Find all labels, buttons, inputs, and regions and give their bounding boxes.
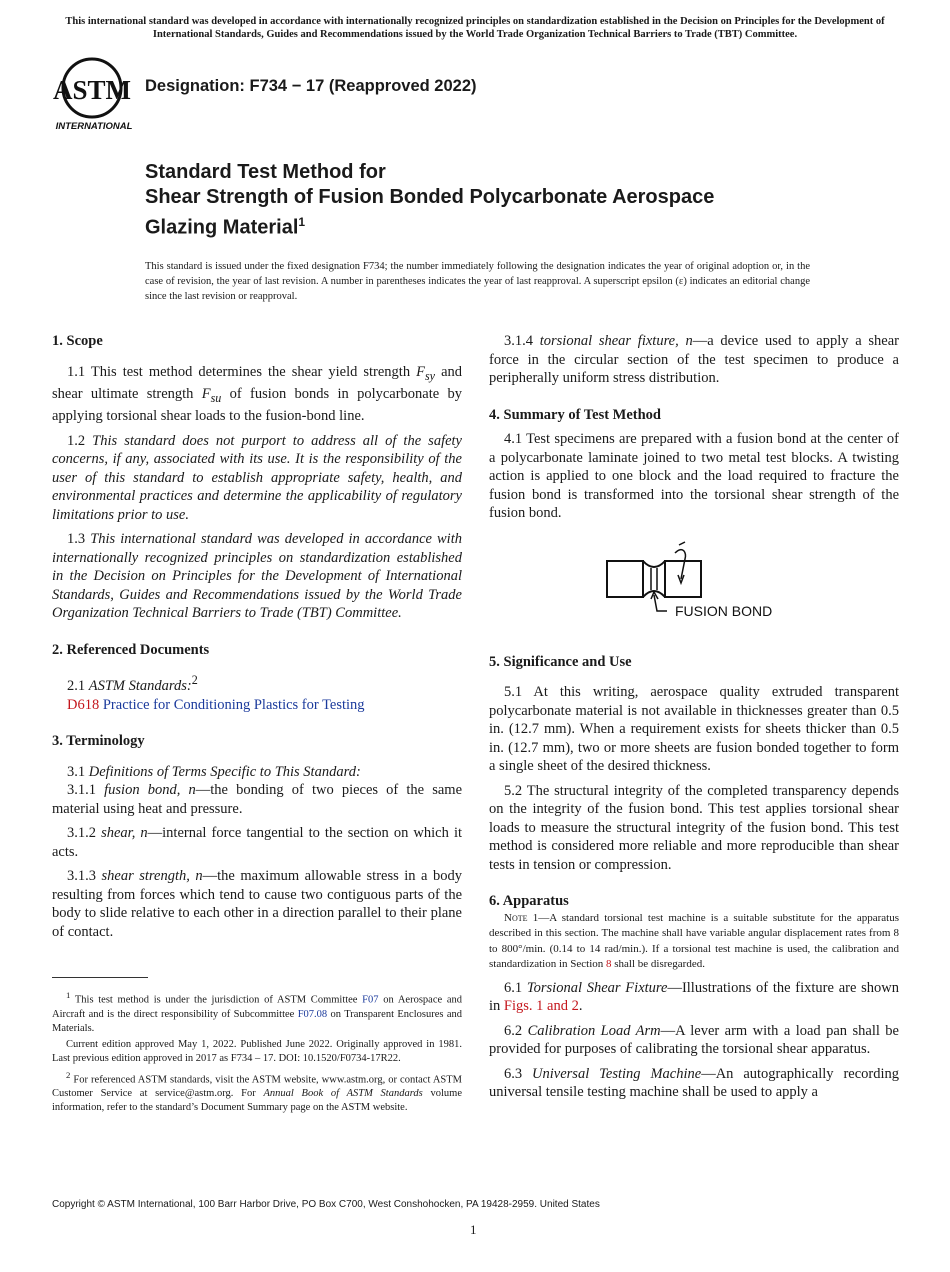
right-column: [489, 332, 899, 1102]
apparatus-note-1: Note 1—A standard torsional test machine is a suitable substitute for the apparatus described in this section. The machine shall have variable angular displacement rates from 8 to 800°/min. (0.14 to 14 rad/min.). If a torsional test machine is used, the calibration and standardization in Section 8 shall be disregarded.: [489, 911, 899, 970]
top-notice: This international standard was developed in accordance with internationally recognized principles on standardization established in the Decision on Principles for the Development of International Standards, Guides and Recommendations issued by the World Trade Organization Technical Barriers to Trade (TBT) Committee.: [65, 16, 885, 40]
astm-logo: [52, 56, 136, 132]
figs-link[interactable]: Figs. 1 and 2: [503, 998, 579, 1014]
fusion-bond-figure: [605, 539, 795, 619]
footnotes: [52, 988, 462, 1117]
figure-label-fusion-bond: FUSION BOND: [675, 602, 773, 619]
referenced-2-1: 2.1 ASTM Standards:$^2$: [67, 673, 198, 695]
subcommittee-f0708-link[interactable]: F07.08: [297, 1008, 328, 1020]
scope-1-2: 1.2 This standard does not purport to address all of the safety concerns, if any, associated with its use. It is the responsibility of the user of this standard to establish appropriate safety, health, and environmental practices and determine the applicability of regulatory limitations prior to use.: [52, 432, 462, 523]
section-scope-heading: 1. Scope: [52, 333, 103, 349]
issued-note: This standard is issued under the fixed designation F734; the number immediately following the designation indicates the year of original adoption or, in the case of revision, the year of last revision. A number in parentheses indicates the year of last reapproval. A superscript epsilon (ε) indicates an editorial change since the last revision or reapproval.: [145, 261, 810, 302]
logo-subtext: INTERNATIONAL: [55, 121, 133, 132]
title-footnote-mark: 1: [298, 215, 306, 229]
title-line-1: Standard Test Method for: [145, 161, 386, 183]
apparatus-6-3: 6.3 Universal Testing Machine—An autographically recording universal tensile testing machine shall be used to apply a: [489, 1065, 899, 1100]
designation: Designation: F734 − 17 (Reapproved 2022): [145, 77, 477, 95]
copyright: Copyright © ASTM International, 100 Barr Harbor Drive, PO Box C700, West Conshohocken, PA 19428-2959. United States: [52, 1199, 600, 1210]
apparatus-6-2: 6.2 Calibration Load Arm—A lever arm with a load pan shall be provided for purposes of calibrating the torsional shear apparatus.: [489, 1022, 899, 1057]
section-summary-heading: 4. Summary of Test Method: [489, 406, 661, 423]
summary-4-1: 4.1 Test specimens are prepared with a fusion bond at the center of a polycarbonate laminate joined to two metal test blocks. A twisting action is applied to one block and the load required to fracture the fusion bond is transformed into the torsional shear strength of the fusion bond.: [489, 431, 899, 521]
terminology-3-1-2: 3.1.2 shear, n—internal force tangential to the section on which it acts.: [52, 825, 462, 860]
document-title: [145, 160, 845, 241]
section-8-link[interactable]: 8: [606, 958, 612, 970]
apparatus-6-1: 6.1 Torsional Shear Fixture—Illustrations of the fixture are shown in Figs. 1 and 2.: [489, 979, 900, 1014]
significance-5-1: 5.1 At this writing, aerospace quality extruded transparent polycarbonate material is not available in thicknesses greater than 0.5 in. (12.7 mm). When a requirement exists for sheets thicker than 0.5 in. (12.7 mm), two or more sheets are fusion bonded together to form a single sheet of the desired thickness.: [489, 684, 899, 774]
left-column: [52, 332, 462, 941]
referenced-doc-d618: [52, 696, 462, 715]
footnote-rule: [52, 977, 148, 978]
terminology-3-1-3: 3.1.3 shear strength, n—the maximum allowable stress in a body resulting from forces which tend to cause two contiguous parts of the body to slide relative to each other in a direction parallel to their plane of contact.: [52, 868, 462, 940]
committee-f07-link[interactable]: F07: [362, 994, 379, 1006]
doc-code-link[interactable]: D618: [67, 696, 100, 713]
doc-title-link[interactable]: Practice for Conditioning Plastics for Testing: [102, 696, 365, 713]
scope-1-3: 1.3 This international standard was developed in accordance with internationally recognized principles on standardization established in the Decision on Principles for the Development of International Standards, Guides and Recommendations issued by the World Trade Organization Technical Barriers to Trade (TBT) Committee.: [52, 531, 462, 622]
footnote-1-edition: Current edition approved May 1, 2022. Published June 2022. Originally approved in 1981. Last previous edition approved in 2017 as F734 – 17. DOI: 10.1520/F0734-17R22.: [52, 1038, 462, 1064]
terminology-3-1-4: 3.1.4 torsional shear fixture, n—a device used to apply a shear force in the circular section of the test specimen to produce a peripherally uniform stress distribution.: [489, 333, 899, 386]
title-line-3: Glazing Material: [145, 216, 299, 239]
section-terminology-heading: 3. Terminology: [52, 733, 145, 750]
page-number: 1: [470, 1222, 477, 1237]
footnote-2: $^2$ For referenced ASTM standards, visit the ASTM website, www.astm.org, or contact ASTM Customer Service at service@astm.org. For Annual Book of ASTM Standards volume information, refer to the standard’s Document Summary page on the ASTM website.: [52, 1069, 462, 1113]
title-line-2: Shear Strength of Fusion Bonded Polycarbonate Aerospace: [145, 186, 715, 208]
logo-text: ASTM: [52, 75, 132, 105]
terminology-3-1: 3.1 Definitions of Terms Specific to This Standard:: [67, 763, 361, 780]
section-apparatus-heading: 6. Apparatus: [489, 893, 569, 909]
scope-1-1: 1.1 This test method determines the shear yield strength $F_{sy}$ and shear ultimate strength $F_{su}$ of fusion bonds in polycarbonate by applying torsional shear loads to the fusion-bond line.: [52, 363, 463, 425]
section-significance-heading: 5. Significance and Use: [489, 653, 632, 670]
section-referenced-heading: 2. Referenced Documents: [52, 641, 210, 658]
footnote-1: $^1$ This test method is under the jurisdiction of ASTM Committee F07 on Aerospace and Aircraft and is the direct responsibility of Subcommittee F07.08 on Transparent Enclosures and Materials.: [52, 990, 462, 1034]
significance-5-2: 5.2 The structural integrity of the completed transparency depends on the integrity of the fusion bond. This test applies torsional shear loads to measure the structural integrity of the fusion bond. This test method is considered more reliable and more reproducible than shear tests in tension or compression.: [489, 782, 899, 873]
terminology-3-1-1: 3.1.1 fusion bond, n—the bonding of two pieces of the same material using heat and pressure.: [52, 782, 463, 817]
